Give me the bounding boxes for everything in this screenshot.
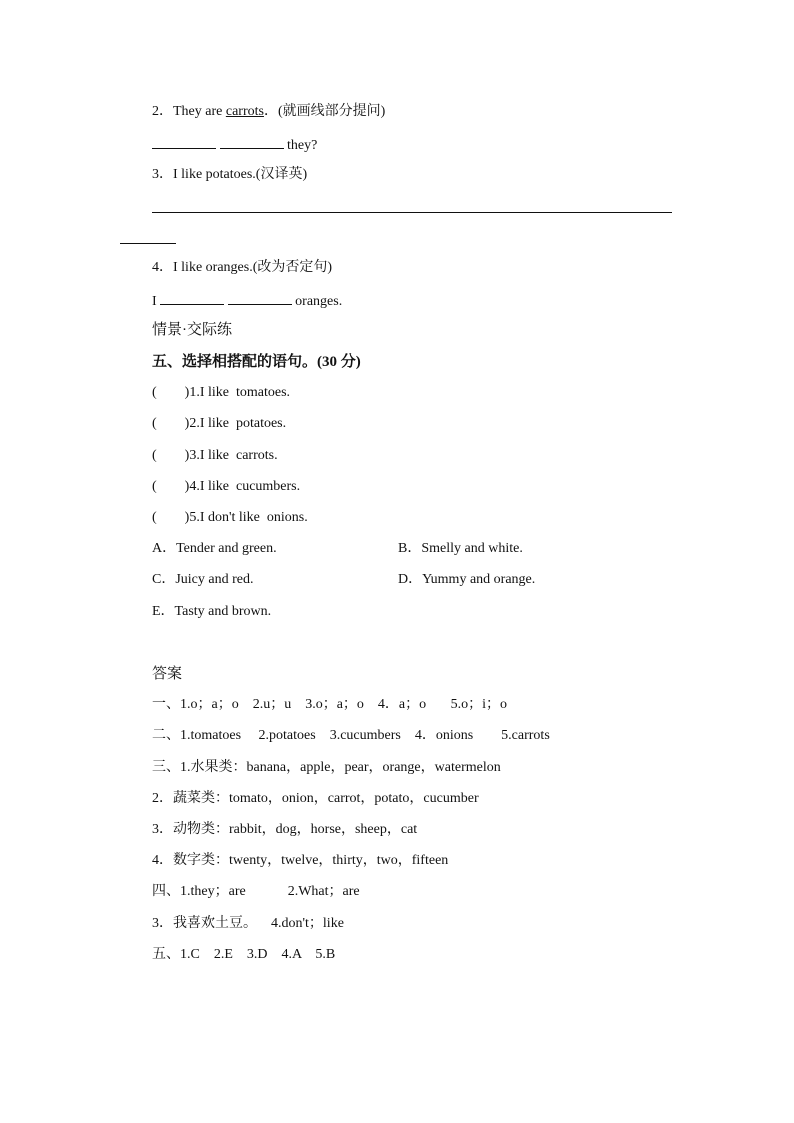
blank[interactable]: [160, 290, 224, 305]
option-b: B．Smelly and white.: [398, 541, 523, 556]
option-a: A．Tender and green.: [152, 541, 277, 556]
answer-line-4-3[interactable]: [152, 212, 672, 213]
part5-item-5: ( )5.I don't like onions.: [152, 510, 308, 525]
part5-item-2: ( )2.I like potatoes.: [152, 416, 287, 431]
answer-line: 三、1.水果类：banana，apple，pear，orange，watermelon: [152, 760, 501, 775]
option-d: D．Yummy and orange.: [398, 572, 536, 587]
section-label: 情景·交际练: [152, 322, 232, 338]
part5-title: 五、选择相搭配的语句。(30 分): [152, 354, 361, 370]
part5-item-3: ( )3.I like carrots.: [152, 448, 278, 463]
blank[interactable]: [220, 134, 284, 149]
option-c: C．Juicy and red.: [152, 572, 254, 587]
question-4-3: 3．I like potatoes.(汉译英): [152, 167, 308, 182]
answer-line-4-4: I oranges.: [152, 290, 342, 312]
option-e: E．Tasty and brown.: [152, 604, 272, 619]
answer-line: 4．数字类：twenty，twelve，thirty，two，fifteen: [152, 853, 449, 868]
answer-line: 2．蔬菜类：tomato，onion，carrot，potato，cucumber: [152, 791, 479, 806]
answer-line-4-2: they?: [152, 134, 317, 156]
question-4-4: 4．I like oranges.(改为否定句): [152, 260, 333, 275]
part5-item-4: ( )4.I like cucumbers.: [152, 479, 301, 494]
answers-heading: 答案: [152, 666, 183, 682]
answer-line: 一、1.o；a；o 2.u；u 3.o；a；o 4．a；o 5.o；i；o: [152, 697, 508, 712]
part5-item-1: ( )1.I like tomatoes.: [152, 385, 291, 400]
answer-line: 3．动物类：rabbit，dog，horse，sheep，cat: [152, 822, 418, 837]
answer-line: 五、1.C 2.E 3.D 4.A 5.B: [152, 947, 336, 962]
question-4-2: 2．They are carrots．(就画线部分提问): [152, 104, 386, 119]
answer-line: 3．我喜欢土豆。 4.don't；like: [152, 916, 344, 931]
answer-line: 四、1.they；are 2.What；are: [152, 884, 360, 899]
underlined-word: carrots: [225, 104, 264, 119]
blank[interactable]: [228, 290, 292, 305]
answer-line: 二、1.tomatoes 2.potatoes 3.cucumbers 4．onions 5.carrots: [152, 728, 550, 743]
blank[interactable]: [152, 134, 216, 149]
answer-line-4-3-continued[interactable]: [120, 243, 176, 244]
